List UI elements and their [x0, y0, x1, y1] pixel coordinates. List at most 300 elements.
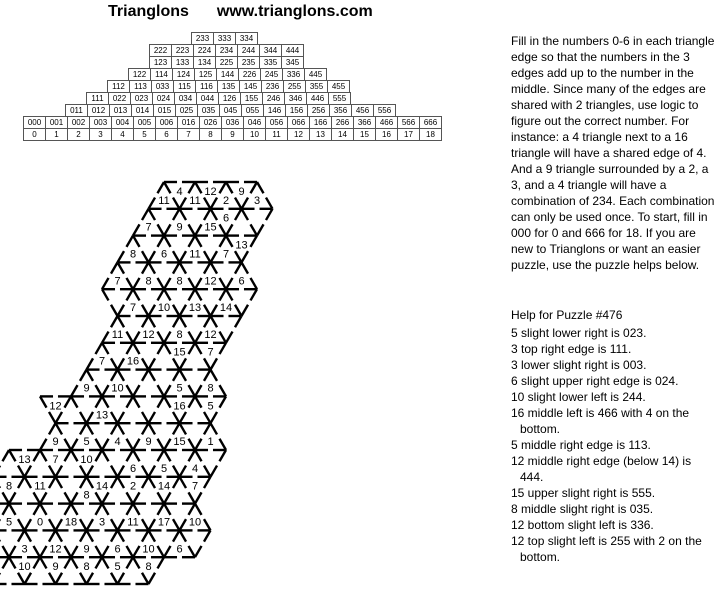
triangle-clue: 11 — [34, 480, 46, 493]
triangle-clue: 7 — [207, 346, 214, 359]
edge-stub — [111, 358, 118, 369]
combo-cell: 026 — [199, 116, 222, 129]
edge-stub — [133, 557, 140, 568]
combo-cell: 245 — [260, 68, 283, 81]
edge-stub — [142, 370, 149, 381]
combo-cell: 666 — [419, 116, 442, 129]
edge-stub — [250, 289, 257, 300]
combo-cell: 003 — [89, 116, 112, 129]
combo-cell: 244 — [237, 44, 260, 57]
triangle-clue: 2 — [129, 480, 137, 493]
sum-cell: 10 — [243, 128, 266, 141]
edge-stub — [87, 573, 94, 584]
edge-stub — [219, 396, 226, 407]
edge-stub — [118, 423, 125, 434]
edge-stub — [33, 546, 40, 557]
edge-stub — [149, 477, 156, 488]
edge-stub — [118, 370, 125, 381]
combo-cell: 016 — [177, 116, 200, 129]
edge-stub — [111, 519, 118, 530]
edge-stub — [111, 530, 118, 541]
triangle-clue: 8 — [145, 561, 152, 574]
edge-stub — [133, 289, 140, 300]
edge-stub — [126, 332, 133, 343]
edge-stub — [95, 546, 102, 557]
edge-stub — [219, 224, 226, 235]
edge-stub — [95, 450, 102, 461]
combo-cell: 145 — [239, 80, 262, 93]
combo-cell: 446 — [306, 92, 329, 105]
combo-cell: 146 — [263, 104, 286, 117]
combo-cell: 455 — [327, 80, 350, 93]
edge-stub — [164, 224, 171, 235]
edge-stub — [126, 557, 133, 568]
edge-stub — [111, 316, 118, 327]
edge-stub — [2, 492, 9, 503]
combo-cell: 006 — [155, 116, 178, 129]
edge-stub — [64, 450, 71, 461]
combo-cell: 236 — [261, 80, 284, 93]
edge-stub — [195, 546, 202, 557]
edge-stub — [9, 557, 16, 568]
combo-cell: 346 — [284, 92, 307, 105]
triangle-clue: 8 — [129, 248, 137, 261]
edge-stub — [118, 466, 125, 477]
edge-stub — [142, 316, 149, 327]
edge-stub — [250, 224, 257, 235]
edge-stub — [142, 412, 149, 423]
triangle-clue: 5 — [83, 436, 90, 449]
help-item: 10 slight lower left is 244. — [511, 390, 646, 404]
edge-stub — [133, 546, 140, 557]
edge-stub — [180, 262, 187, 273]
triangle-clue: 4 — [191, 462, 199, 475]
sum-cell: 13 — [309, 128, 332, 141]
combo-cell: 444 — [281, 44, 304, 57]
triangle-clue: 14 — [157, 480, 171, 493]
triangle-clue: 12 — [49, 543, 62, 556]
edge-stub — [149, 573, 156, 584]
edge-stub — [64, 546, 71, 557]
edge-stub — [49, 423, 56, 434]
edge-stub — [188, 396, 195, 407]
combo-cell: 024 — [152, 92, 175, 105]
help-item: 3 top right edge is 111. — [511, 342, 632, 356]
combo-cell: 044 — [196, 92, 219, 105]
edge-stub — [188, 289, 195, 300]
triangle-clue: 16 — [126, 355, 140, 368]
site-url: www.trianglons.com — [216, 3, 373, 20]
combo-cell: 256 — [307, 104, 330, 117]
edge-stub — [49, 466, 56, 477]
edge-stub — [204, 198, 211, 209]
edge-stub — [95, 504, 102, 515]
combo-cell: 055 — [241, 104, 264, 117]
combo-cell: 022 — [108, 92, 131, 105]
triangle-clue: 8 — [145, 275, 152, 288]
edge-stub — [164, 278, 171, 289]
edge-stub — [95, 492, 102, 503]
help-item: 16 middle left is 466 with 4 on the bottom. — [511, 406, 690, 436]
edge-stub — [257, 224, 264, 235]
edge-stub — [195, 278, 202, 289]
combo-cell: 246 — [262, 92, 285, 105]
edge-stub — [180, 466, 187, 477]
edge-stub — [87, 519, 94, 530]
edge-stub — [80, 530, 87, 541]
edge-stub — [157, 396, 164, 407]
edge-stub — [226, 332, 233, 343]
edge-stub — [64, 492, 71, 503]
edge-stub — [133, 224, 140, 235]
edge-stub — [111, 262, 118, 273]
edge-stub — [195, 289, 202, 300]
triangle-clue: 17 — [157, 516, 171, 529]
combo-cell: 012 — [87, 104, 110, 117]
edge-stub — [195, 332, 202, 343]
edge-stub — [133, 439, 140, 450]
edge-stub — [87, 412, 94, 423]
edge-stub — [102, 332, 109, 343]
sum-cell: 14 — [331, 128, 354, 141]
edge-stub — [9, 492, 16, 503]
title-text: Trianglons — [108, 3, 189, 20]
edge-stub — [204, 305, 211, 316]
edge-stub — [102, 450, 109, 461]
edge-stub — [71, 385, 78, 396]
edge-stub — [149, 519, 156, 530]
edge-stub — [157, 236, 164, 247]
combo-cell: 111 — [86, 92, 109, 105]
edge-stub — [195, 236, 202, 247]
edge-stub — [157, 504, 164, 515]
edge-stub — [18, 477, 25, 488]
edge-stub — [219, 343, 226, 354]
edge-stub — [56, 466, 63, 477]
edge-stub — [25, 530, 32, 541]
sum-cell: 5 — [133, 128, 156, 141]
edge-stub — [102, 557, 109, 568]
edge-stub — [180, 316, 187, 327]
edge-stub — [118, 251, 125, 262]
edge-stub — [102, 504, 109, 515]
edge-stub — [111, 573, 118, 584]
edge-stub — [142, 466, 149, 477]
instructions-text: Fill in the numbers 0-6 in each triangle edge so that the numbers in the 3 edges add up to the number in the middle. Since many of the edges are shared with 2 triangles, use logic to figure out the correct number. For instance: a 4 triangle next to a 16 triangle will have a shared edge of 4. And a 9 triangle surrounded by a 2, a 3, and a 4 triangle will have a combination of 234. Each combination can only be used once. To start, fill in 000 for 0 and 666 for 18. If you are new to Trianglons or want an easier puzzle, use the puzzle helps below. — [511, 34, 715, 272]
edge-stub — [25, 477, 32, 488]
triangle-clue: 7 — [129, 302, 137, 315]
edge-stub — [204, 316, 211, 327]
edge-stub — [126, 492, 133, 503]
help-item: 5 middle right edge is 113. — [511, 438, 651, 452]
edge-stub — [188, 332, 195, 343]
edge-stub — [80, 573, 87, 584]
triangle-clue: 10 — [18, 561, 31, 574]
edge-stub — [95, 557, 102, 568]
combo-cell: 013 — [109, 104, 132, 117]
triangle-clue: 9 — [83, 382, 90, 395]
edge-stub — [235, 198, 242, 209]
edge-stub — [126, 343, 133, 354]
edge-stub — [173, 412, 180, 423]
edge-stub — [80, 370, 87, 381]
edge-stub — [180, 198, 187, 209]
edge-stub — [180, 251, 187, 262]
edge-stub — [87, 370, 94, 381]
edge-stub — [133, 504, 140, 515]
triangle-clue: 7 — [114, 275, 121, 288]
edge-stub — [33, 450, 40, 461]
edge-stub — [149, 251, 156, 262]
edge-stub — [188, 450, 195, 461]
triangle-clue: 18 — [64, 516, 78, 529]
edge-stub — [157, 278, 164, 289]
edge-stub — [102, 289, 109, 300]
triangle-clue: 13 — [18, 453, 31, 466]
edge-stub — [142, 423, 149, 434]
edge-stub — [219, 289, 226, 300]
combo-cell: 223 — [171, 44, 194, 57]
triangle-clue: 10 — [157, 302, 171, 315]
triangle-clue: 1 — [207, 436, 214, 449]
edge-stub — [173, 251, 180, 262]
triangle-clue: 11 — [189, 194, 201, 207]
edge-stub — [173, 305, 180, 316]
edge-stub — [164, 236, 171, 247]
combo-cell: 155 — [240, 92, 263, 105]
sum-cell: 6 — [155, 128, 178, 141]
triangle-clue: 5 — [5, 516, 13, 529]
edge-stub — [111, 370, 118, 381]
help-item: 3 lower slight right is 003. — [511, 358, 647, 372]
triangle-clue: 4 — [114, 436, 121, 449]
sum-cell: 2 — [67, 128, 90, 141]
edge-stub — [126, 289, 133, 300]
edge-stub — [188, 224, 195, 235]
edge-stub — [180, 423, 187, 434]
page-title — [108, 3, 373, 21]
sum-cell: 4 — [111, 128, 134, 141]
combo-cell: 011 — [65, 104, 88, 117]
edge-stub — [219, 278, 226, 289]
edge-stub — [242, 209, 249, 220]
edge-stub — [226, 278, 233, 289]
edge-stub — [266, 209, 273, 220]
edge-stub — [180, 209, 187, 220]
combo-cell: 001 — [45, 116, 68, 129]
edge-stub — [235, 251, 242, 262]
edge-stub — [71, 450, 78, 461]
combo-cell: 123 — [149, 56, 172, 69]
edge-stub — [118, 358, 125, 369]
combo-cell: 125 — [194, 68, 217, 81]
edge-stub — [173, 316, 180, 327]
triangle-clue: 7 — [191, 480, 199, 493]
help-item: 12 middle right edge (below 14) is 444. — [511, 454, 692, 484]
edge-stub — [195, 182, 202, 193]
combo-cell: 166 — [309, 116, 332, 129]
edge-stub — [80, 412, 87, 423]
sum-cell: 9 — [221, 128, 244, 141]
triangle-clue: 9 — [52, 436, 59, 449]
combo-cell: 045 — [219, 104, 242, 117]
edge-stub — [204, 477, 211, 488]
edge-stub — [157, 492, 164, 503]
edge-stub — [118, 477, 125, 488]
edge-stub — [242, 198, 249, 209]
edge-stub — [25, 519, 32, 530]
edge-stub — [95, 385, 102, 396]
edge-stub — [126, 278, 133, 289]
edge-stub — [235, 305, 242, 316]
edge-stub — [49, 573, 56, 584]
edge-stub — [118, 316, 125, 327]
combo-cell: 056 — [265, 116, 288, 129]
triangle-clue: 5 — [176, 382, 183, 395]
edge-stub — [18, 519, 25, 530]
combo-cell: 344 — [259, 44, 282, 57]
sum-cell: 7 — [177, 128, 200, 141]
edge-stub — [188, 278, 195, 289]
triangle-clue: 7 — [98, 355, 106, 368]
edge-stub — [173, 198, 180, 209]
triangle-clue: 15 — [173, 346, 186, 359]
edge-stub — [64, 396, 71, 407]
edge-stub — [180, 412, 187, 423]
triangle-clue: 11 — [111, 328, 124, 341]
edge-stub — [71, 396, 78, 407]
edge-stub — [142, 262, 149, 273]
combo-cell: 225 — [215, 56, 238, 69]
edge-stub — [164, 332, 171, 343]
edge-stub — [87, 530, 94, 541]
triangle-clue: 6 — [114, 543, 121, 556]
edge-stub — [195, 385, 202, 396]
edge-stub — [133, 236, 140, 247]
edge-stub — [157, 557, 164, 568]
triangle-clue: 16 — [173, 400, 186, 413]
sum-cell: 3 — [89, 128, 112, 141]
edge-stub — [2, 450, 9, 461]
edge-stub — [80, 477, 87, 488]
edge-stub — [149, 412, 156, 423]
edge-stub — [211, 358, 218, 369]
triangle-clue: 9 — [145, 436, 152, 449]
edge-stub — [102, 396, 109, 407]
edge-stub — [219, 236, 226, 247]
combo-cell: 333 — [213, 32, 236, 45]
combo-cell: 336 — [282, 68, 305, 81]
combo-cell: 356 — [329, 104, 352, 117]
edge-stub — [149, 198, 156, 209]
edge-stub — [173, 370, 180, 381]
edge-stub — [118, 519, 125, 530]
edge-stub — [173, 530, 180, 541]
edge-stub — [40, 396, 47, 407]
edge-stub — [49, 477, 56, 488]
edge-stub — [102, 278, 109, 289]
triangle-clue: 2 — [222, 194, 230, 207]
edge-stub — [95, 439, 102, 450]
edge-stub — [80, 519, 87, 530]
edge-stub — [126, 396, 133, 407]
triangle-clue: 4 — [176, 185, 183, 198]
combo-cell: 033 — [151, 80, 174, 93]
edge-stub — [118, 262, 125, 273]
edge-stub — [133, 332, 140, 343]
edge-stub — [180, 358, 187, 369]
edge-stub — [126, 546, 133, 557]
edge-stub — [71, 492, 78, 503]
edge-stub — [87, 477, 94, 488]
triangle-clue: 7 — [52, 453, 59, 466]
triangle-clue: 8 — [5, 480, 13, 493]
combo-cell: 345 — [281, 56, 304, 69]
edge-stub — [56, 573, 63, 584]
edge-stub — [219, 332, 226, 343]
edge-stub — [164, 439, 171, 450]
edge-stub — [95, 343, 102, 354]
triangle-clue: 3 — [98, 516, 106, 529]
edge-stub — [164, 289, 171, 300]
edge-stub — [195, 224, 202, 235]
triangle-clue: 12 — [204, 275, 217, 288]
help-item: 12 top slight left is 255 with 2 on the bottom. — [511, 534, 702, 564]
edge-stub — [149, 358, 156, 369]
edge-stub — [118, 305, 125, 316]
combo-cell: 266 — [331, 116, 354, 129]
triangle-clue: 6 — [129, 462, 137, 475]
edge-stub — [164, 450, 171, 461]
combo-cell: 566 — [397, 116, 420, 129]
combo-cell: 456 — [351, 104, 374, 117]
triangle-clue: 11 — [127, 516, 139, 529]
triangle-clue: 3 — [21, 543, 28, 556]
combo-cell: 235 — [237, 56, 260, 69]
edge-stub — [56, 530, 63, 541]
edge-stub — [56, 423, 63, 434]
triangle-clue: 7 — [145, 221, 152, 234]
triangle-clue: 9 — [83, 543, 90, 556]
help-item: 5 slight lower right is 023. — [511, 326, 647, 340]
edge-stub — [188, 236, 195, 247]
edge-stub — [164, 182, 171, 193]
edge-stub — [87, 358, 94, 369]
edge-stub — [40, 450, 47, 461]
edge-stub — [40, 504, 47, 515]
edge-stub — [56, 519, 63, 530]
combo-cell: 334 — [235, 32, 258, 45]
combo-cell: 226 — [238, 68, 261, 81]
edge-stub — [33, 557, 40, 568]
edge-stub — [102, 343, 109, 354]
sum-cell: 18 — [419, 128, 442, 141]
combo-cell: 355 — [305, 80, 328, 93]
edge-stub — [133, 343, 140, 354]
sum-cell: 12 — [287, 128, 310, 141]
triangle-clue: 8 — [83, 489, 90, 502]
combo-cell: 466 — [375, 116, 398, 129]
combo-cell: 002 — [67, 116, 90, 129]
edge-stub — [242, 305, 249, 316]
edge-stub — [33, 492, 40, 503]
edge-stub — [102, 546, 109, 557]
edge-stub — [18, 466, 25, 477]
edge-stub — [164, 396, 171, 407]
combo-cell: 133 — [171, 56, 194, 69]
sum-cell: 15 — [353, 128, 376, 141]
help-item: 15 upper slight right is 555. — [511, 486, 656, 500]
